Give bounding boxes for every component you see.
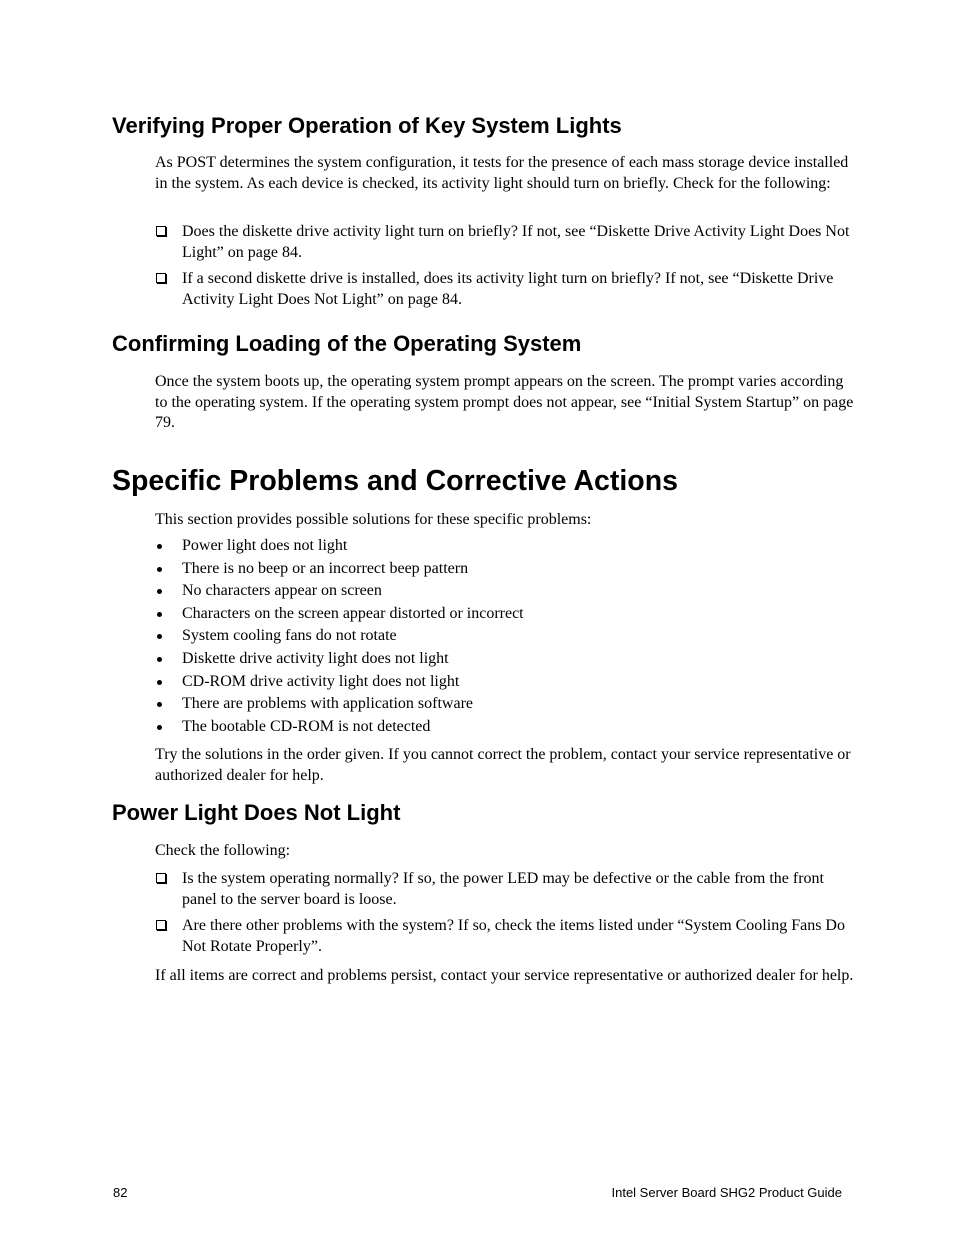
bullet-item-text: Diskette drive activity light does not light <box>182 649 449 667</box>
bullet-item-text: No characters appear on screen <box>182 582 382 600</box>
power-intro-paragraph: Check the following: <box>155 842 291 859</box>
bullet-item <box>155 603 855 626</box>
bullet-icon <box>157 634 162 639</box>
bullet-item <box>155 535 855 558</box>
checkbox-icon <box>156 873 166 883</box>
checkbox-icon <box>156 226 166 236</box>
bullet-item-text: System cooling fans do not rotate <box>182 627 397 645</box>
bullet-item <box>155 558 855 581</box>
bullet-item-text: There are problems with application software <box>182 695 473 713</box>
bullet-item-text: Power light does not light <box>182 537 348 554</box>
bullet-item <box>155 648 855 671</box>
checkbox-icon <box>156 920 166 930</box>
bullet-item <box>155 716 855 739</box>
bullet-icon <box>157 657 162 662</box>
checklist-item <box>155 269 855 310</box>
bullet-item <box>155 693 855 716</box>
bullet-item-text: CD-ROM drive activity light does not light <box>182 672 460 690</box>
bullet-item-text: Characters on the screen appear distorted or incorrect <box>182 604 524 622</box>
problems-bullet-list <box>155 535 855 738</box>
bullet-icon <box>157 612 162 617</box>
checklist-item <box>155 222 855 263</box>
bullet-icon <box>157 589 162 594</box>
os-loading-paragraph: Once the system boots up, the operating system prompt appears on the screen. The prompt varies according to the operating system. If the operating system prompt does not appear, see “Initial System Startup” on page 79. <box>155 373 854 431</box>
checklist-item <box>155 869 855 910</box>
power-checklist <box>155 869 855 963</box>
bullet-item <box>155 671 855 694</box>
bullet-item <box>155 625 855 648</box>
section-heading-key-system-lights: Verifying Proper Operation of Key System Lights <box>112 113 622 138</box>
checklist-item-text: If a second diskette drive is installed, does its activity light turn on briefly? If not, see “Diskette Drive Activity Light Does Not Light” on page 84. <box>182 270 834 308</box>
checkbox-icon <box>156 273 166 283</box>
lights-checklist <box>155 222 855 316</box>
problems-outro-paragraph: Try the solutions in the order given. If you cannot correct the problem, contact your service representative or authorized dealer for help. <box>155 746 851 784</box>
bullet-icon <box>157 680 162 685</box>
checklist-item-text: Are there other problems with the system? If so, check the items listed under “System Cooling Fans Do Not Rotate Properly”. <box>182 917 845 955</box>
bullet-item-text: There is no beep or an incorrect beep pattern <box>182 559 469 577</box>
bullet-icon <box>157 725 162 730</box>
lights-intro-paragraph: As POST determines the system configuration, it tests for the presence of each mass storage device installed in the system. As each device is checked, its activity light should turn on briefly. Check for the following: <box>155 154 849 192</box>
checklist-item-text: Does the diskette drive activity light turn on briefly? If not, see “Diskette Drive Activity Light Does Not Light” on page 84. <box>182 223 850 261</box>
bullet-icon <box>157 544 162 549</box>
checklist-item <box>155 916 855 957</box>
footer-page-number: 82 <box>113 1185 128 1200</box>
bullet-icon <box>157 702 162 707</box>
problems-intro-paragraph: This section provides possible solutions for these specific problems: <box>155 511 592 528</box>
section-heading-power-light: Power Light Does Not Light <box>112 800 401 825</box>
bullet-item-text: The bootable CD-ROM is not detected <box>182 717 431 735</box>
checklist-item-text: Is the system operating normally? If so, the power LED may be defective or the cable from the front panel to the server board is loose. <box>182 870 824 908</box>
bullet-item <box>155 580 855 603</box>
section-heading-os-loading: Confirming Loading of the Operating System <box>112 331 582 356</box>
bullet-icon <box>157 567 162 572</box>
section-heading-specific-problems: Specific Problems and Corrective Actions <box>112 465 678 497</box>
footer-guide-title: Intel Server Board SHG2 Product Guide <box>611 1185 842 1200</box>
power-outro-paragraph: If all items are correct and problems persist, contact your service representative or authorized dealer for help. <box>155 967 854 984</box>
